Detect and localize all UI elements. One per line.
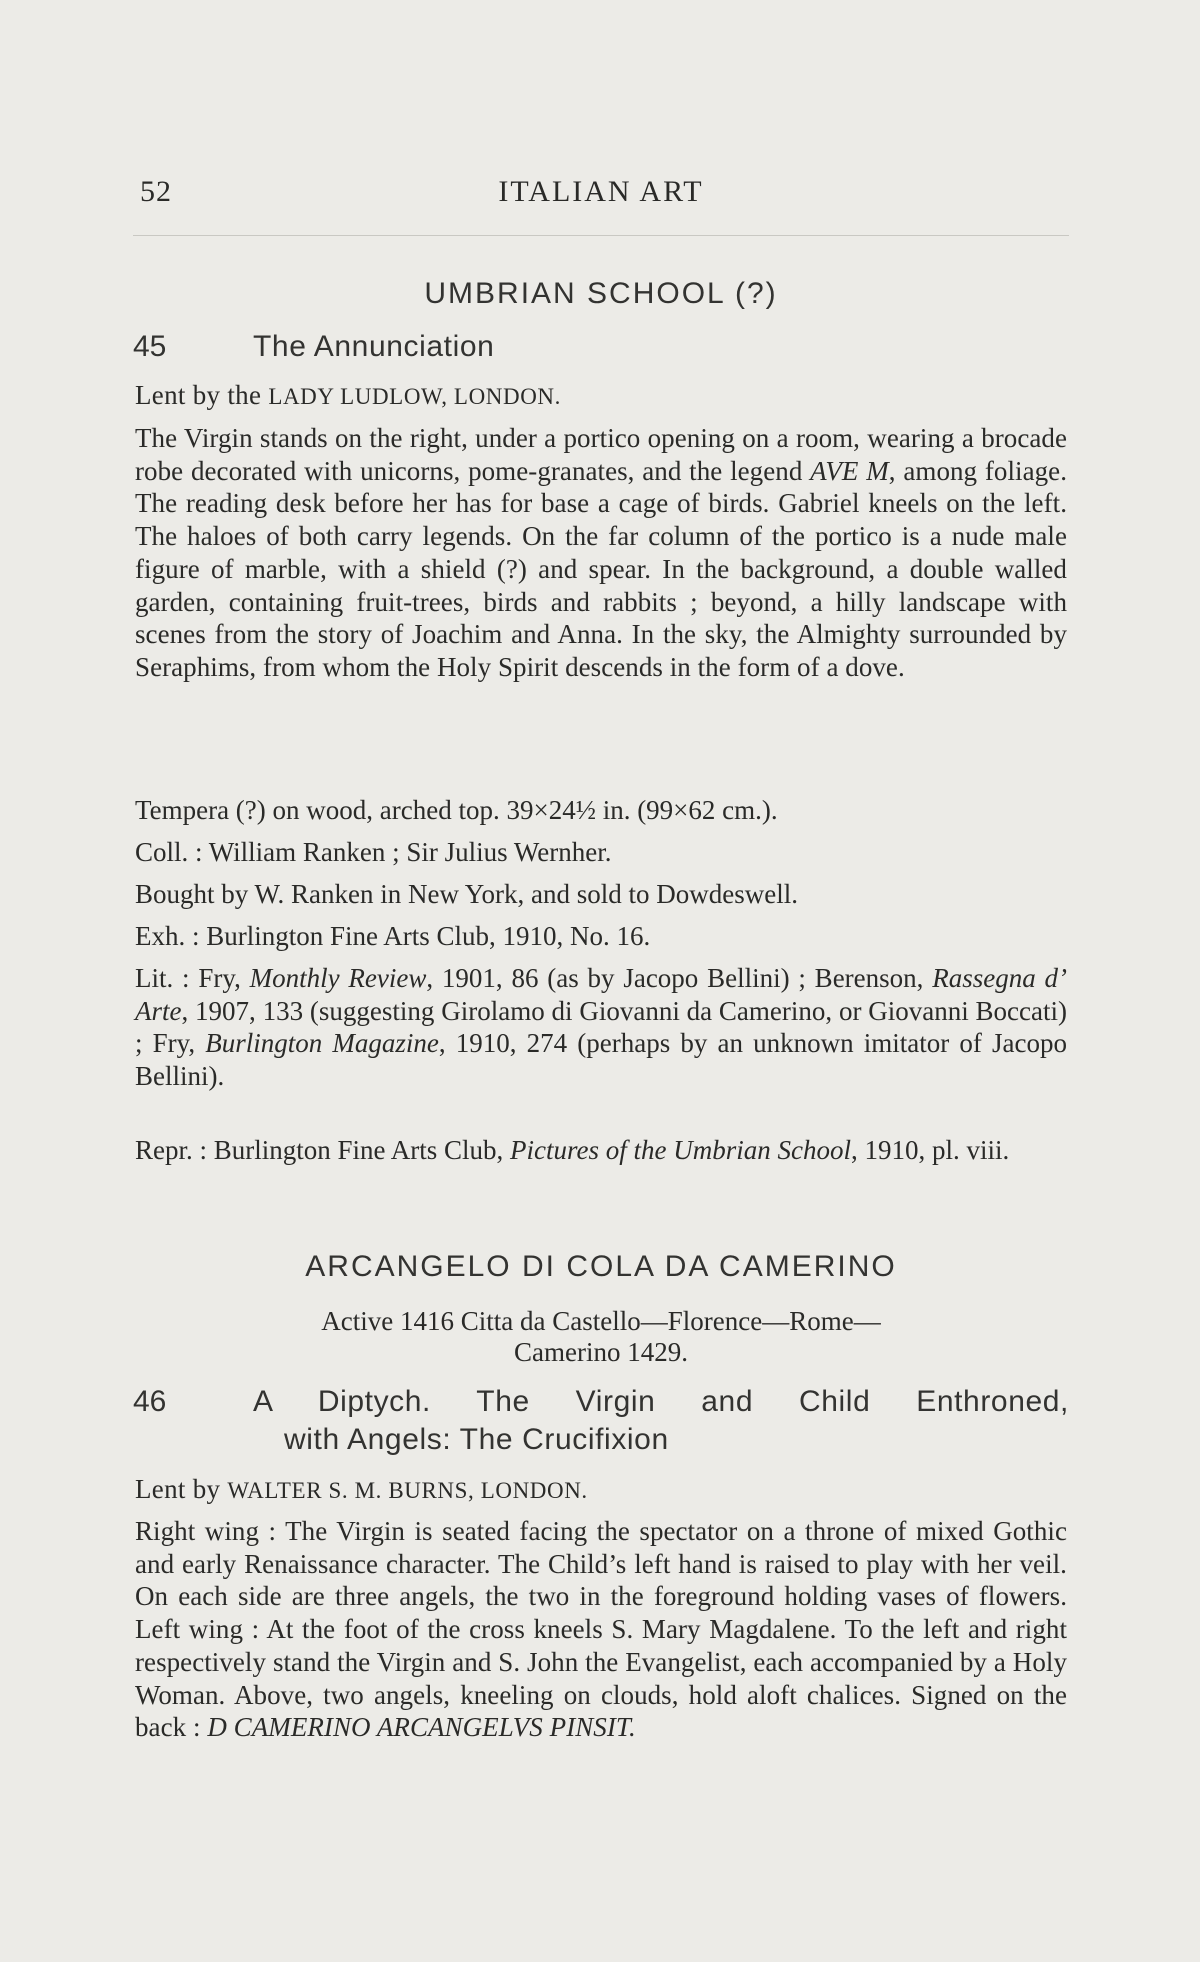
running-head (133, 175, 1069, 215)
entry-45-description: The Virgin stands on the right, under a portico opening on a room, wearing a brocade robe decorated with unicorns, pome-granates, and the legend AVE M, among foliage. The reading desk before her has for base a cage of birds. Gabriel kneels on the left. The haloes of both carry legends. On the far column of the portico is a nude male figure of marble, with a shield (?) and spear. In the background, a double walled garden, containing fruit-trees, birds and rabbits ; beyond, a hilly landscape with scenes from the story of Joachim and Anna. In the sky, the Almighty surrounded by Seraphims, from whom the Holy Spirit descends in the form of a dove. (135, 423, 1068, 682)
entry-number: 46 (133, 1385, 167, 1418)
artist-dates-line: Camerino 1429. (514, 1337, 688, 1367)
entry-45-lender (135, 380, 561, 411)
entry-46-lender (135, 1474, 588, 1505)
school-heading: UMBRIAN SCHOOL (?) (424, 277, 778, 310)
entry-number: 45 (133, 330, 167, 363)
lit-title: Burlington Magazine (205, 1028, 439, 1059)
running-title: ITALIAN ART (498, 175, 704, 208)
lit-title: Rassegna d’ Arte (135, 963, 1067, 1026)
entry-title (253, 1383, 1069, 1459)
lit-text: Lit. : Fry, (135, 963, 250, 993)
entry-46-description (135, 1515, 1067, 1744)
entry-title-line: with Angels: The Crucifixion (284, 1423, 669, 1456)
lit-text: , 1907, 133 (suggesting Girolamo di Giovanni da Camerino, or Giovanni Boccati) ; Fry, (135, 995, 1067, 1059)
entry-title-line: A Diptych. The Virgin and Child Enthroned, (253, 1385, 1069, 1418)
entry-title: The Annunciation (253, 330, 495, 363)
lender-name: LADY LUDLOW, LONDON. (268, 384, 561, 409)
artist-heading: ARCANGELO DI COLA DA CAMERINO (305, 1250, 897, 1283)
lender-prefix: Lent by the (135, 380, 269, 410)
entry-45-literature (135, 962, 1067, 1092)
repr-text: Repr. : Burlington Fine Arts Club, (135, 1135, 511, 1165)
artist-dates (133, 1306, 1069, 1368)
lit-text: , 1901, 86 (as by Jacopo Bellini) ; Berenson, (426, 963, 933, 993)
entry-45-collection: Coll. : William Ranken ; Sir Julius Wernher. (135, 837, 612, 867)
header-rule (133, 235, 1069, 236)
lender-prefix: Lent by (135, 1474, 228, 1504)
entry-45-medium: Tempera (?) on wood, arched top. 39×24½ in. (99×62 cm.). (135, 795, 778, 825)
entry-45-reproduction (135, 1134, 1067, 1167)
lit-title: Monthly Review (249, 963, 427, 993)
repr-title: Pictures of the Umbrian School (510, 1135, 851, 1165)
description-text: Right wing : The Virgin is seated facing the spectator on a throne of mixed Gothic and early Renaissance character. The Child’s left hand is raised to play with her veil. On each side are three angels, the two in the foreground holding vases of flowers. Left wing : At the foot of the cross kneels S. Mary Magdalene. To the left and right respectively stand the Virgin and S. John the Evangelist, each accompanied by a Holy Woman. Above, two angels, kneeling on clouds, hold aloft chalices. Signed on the back : (135, 1516, 1067, 1743)
signature-inscription: D CAMERINO ARCANGELVS PINSIT. (207, 1712, 636, 1743)
lender-name: WALTER S. M. BURNS, LONDON. (227, 1478, 588, 1503)
entry-45-exhibition: Exh. : Burlington Fine Arts Club, 1910, No. 16. (135, 921, 651, 951)
page-number: 52 (140, 175, 172, 208)
lit-text: , 1910, 274 (perhaps by an unknown imitator of Jacopo Bellini). (135, 1028, 1067, 1091)
entry-45-provenance: Bought by W. Ranken in New York, and sold to Dowdeswell. (135, 879, 798, 909)
repr-text: , 1910, pl. viii. (851, 1135, 1010, 1165)
artist-dates-line: Active 1416 Citta da Castello—Florence—Rome— (321, 1306, 881, 1336)
